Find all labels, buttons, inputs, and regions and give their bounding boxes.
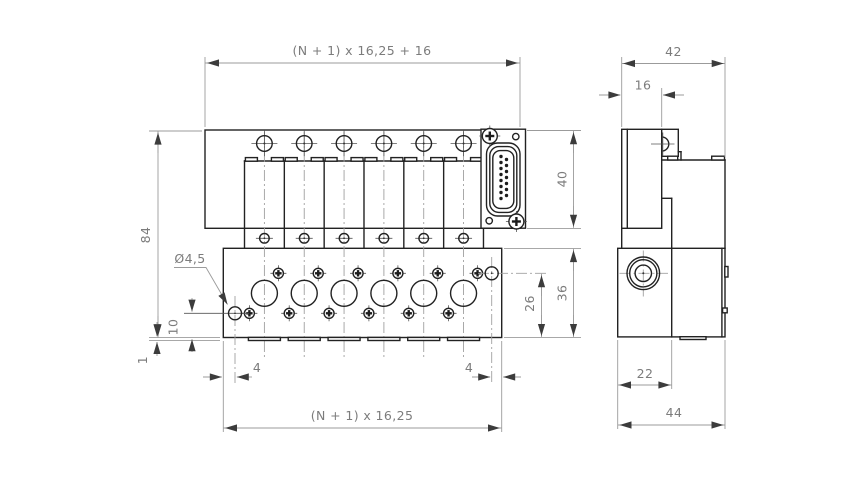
dim-plate-thickness: 16 [634,77,652,93]
dsub-pin [505,158,508,161]
side-connector-tab [725,267,728,278]
manifold-foot [328,337,360,340]
dsub-pin [505,176,508,179]
dim-end-offset-left: 4 [252,360,262,375]
side-foot [680,337,706,340]
dsub-pin [499,167,502,170]
dsub-pin [499,197,502,200]
dsub-pin [499,161,502,164]
dsub-pin [499,155,502,158]
dsub-flange [481,129,526,228]
dsub-pin [505,194,508,197]
dsub-pin [499,185,502,188]
dim-port-offset: 22 [636,366,654,381]
dsub-pin [505,182,508,185]
dim-overall-height: 84 [138,226,153,244]
dim-bottom-pitch: (N + 1) x 16,25 [310,408,414,423]
manifold-foot [408,337,440,340]
dsub-pin [499,173,502,176]
dim-hole-diameter: Ø4,5 [174,251,206,266]
manifold-foot [288,337,320,340]
dsub-pin [505,170,508,173]
manifold-foot [448,337,480,340]
side-notch-block [662,129,679,156]
dsub-pin [505,164,508,167]
dim-top-pitch: (N + 1) x 16,25 + 16 [292,43,432,58]
dsub-pin [505,188,508,191]
dim-hole-height-left: 10 [165,318,181,336]
dsub-connector [479,126,527,233]
side-clip-detail [723,308,728,313]
dim-end-offset-right: 4 [464,360,474,375]
manifold-top-plate [205,130,520,228]
dim-side-width: 42 [665,44,682,59]
dim-hole-offset-right: 26 [522,295,537,312]
dim-connector-height: 40 [554,170,570,188]
manifold-base [223,248,501,337]
side-clip-tab [712,156,725,160]
dim-foot-height: 1 [135,355,150,365]
side-clip-tab [668,156,678,160]
dsub-pin [499,179,502,182]
dim-side-depth: 44 [665,405,683,420]
dim-base-height: 36 [554,284,570,302]
manifold-foot [368,337,400,340]
manifold-foot [248,337,280,340]
dsub-pin [499,191,502,194]
